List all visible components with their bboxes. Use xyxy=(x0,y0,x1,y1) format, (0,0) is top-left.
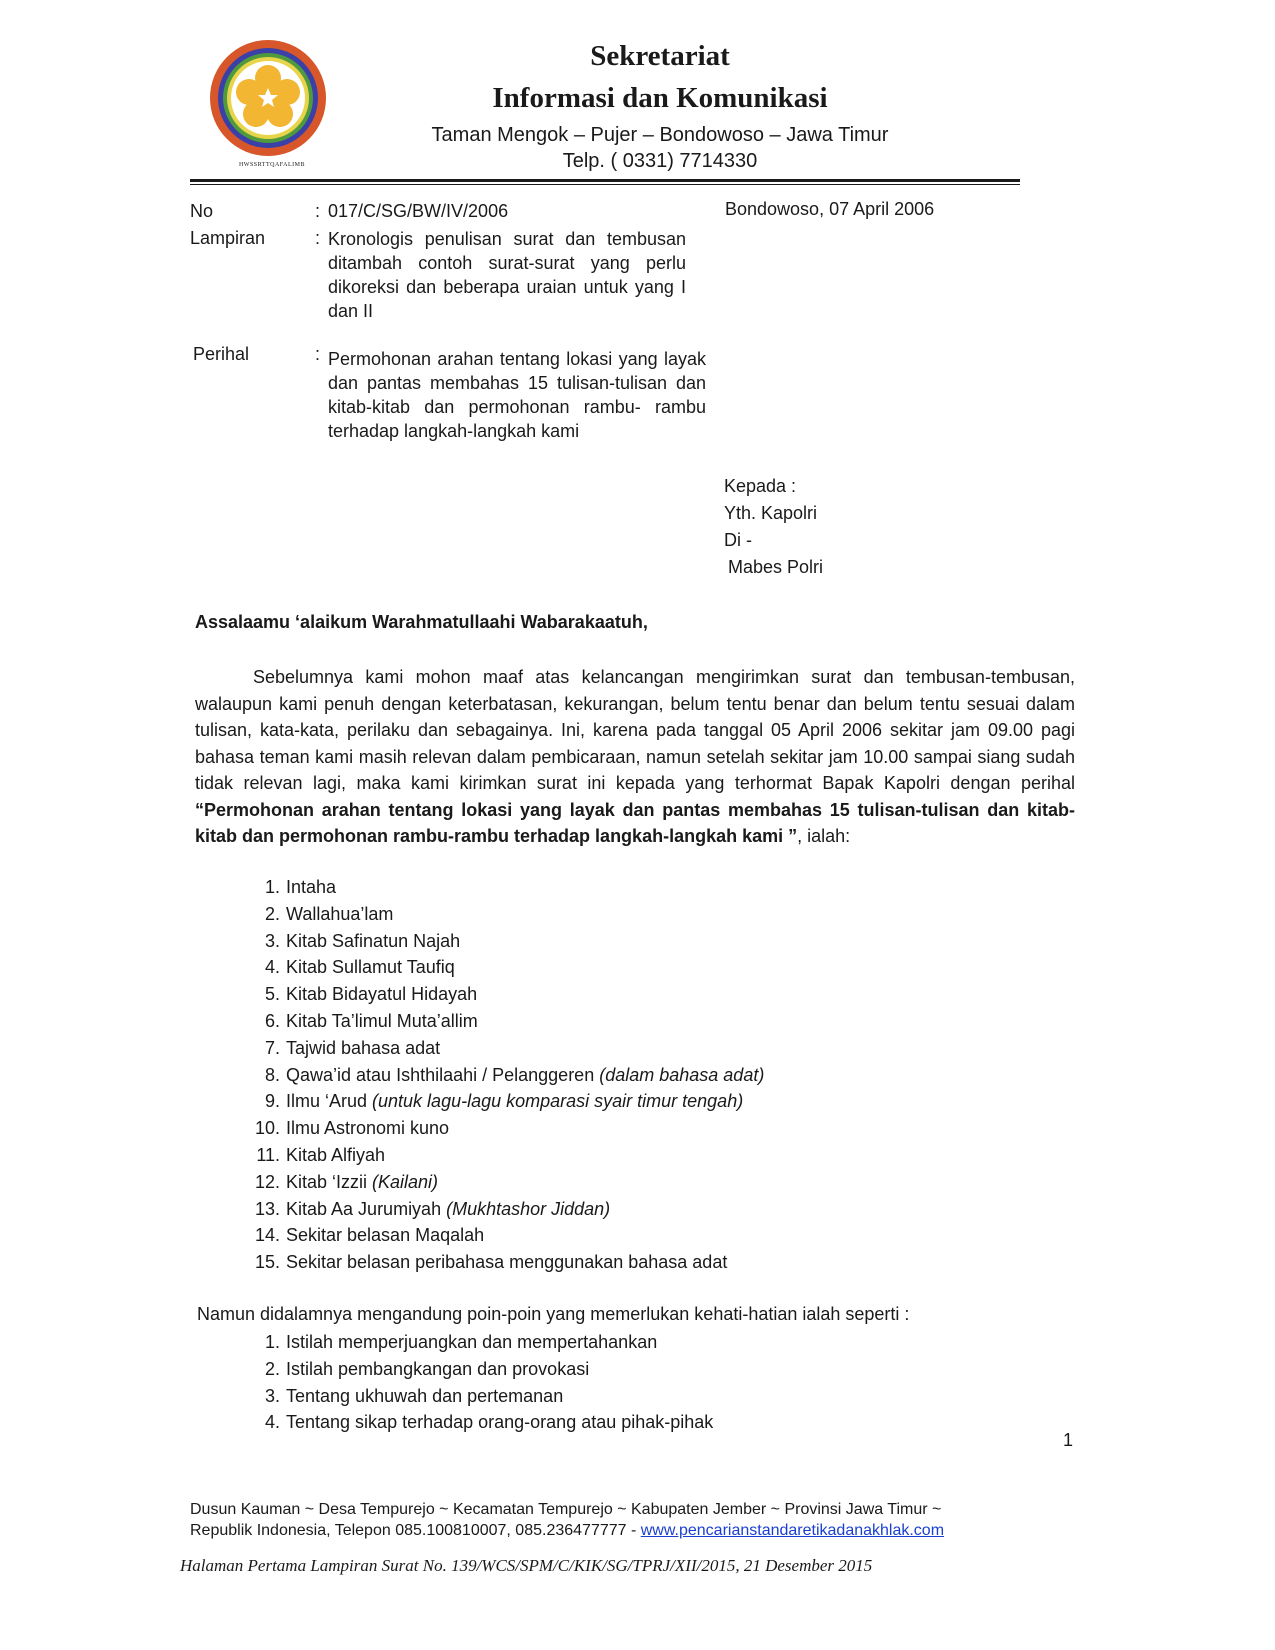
book-list-item-number: 1. xyxy=(264,877,280,897)
book-list-item-number: 6. xyxy=(264,1010,280,1031)
book-list-item-number: 11. xyxy=(256,1144,280,1165)
book-list-item xyxy=(250,1249,764,1276)
logo-caption: HWSSRTTQAFALIMB xyxy=(238,162,306,168)
body-text-part2: , ialah: xyxy=(797,826,851,846)
no-colon: : xyxy=(315,201,321,221)
book-list-item-text: Kitab Aa Jurumiyah xyxy=(286,1198,447,1219)
caution-list-item-number: 3. xyxy=(264,1385,280,1406)
book-list-item xyxy=(250,1008,764,1035)
book-list-item-number: 8. xyxy=(264,1064,280,1085)
footer-address-line1: Dusun Kauman ~ Desa Tempurejo ~ Kecamatan Tempurejo ~ Kabupaten Jember ~ Provinsi Jawa Timur ~ xyxy=(190,1501,942,1518)
book-list-item xyxy=(250,874,764,901)
letterhead-address: Taman Mengok – Pujer – Bondowoso – Jawa Timur xyxy=(431,124,889,146)
recipient-line2: Yth. Kapolri xyxy=(724,503,818,523)
perihal-colon: : xyxy=(315,344,321,364)
book-list-item-text: Kitab ‘Izzii xyxy=(286,1171,373,1192)
book-list-item xyxy=(250,1088,764,1115)
recipient-line4: Mabes Polri xyxy=(728,557,824,577)
book-list-item xyxy=(250,1142,764,1169)
caution-intro: Namun didalamnya mengandung poin-poin yang memerlukan kehati-hatian ialah seperti : xyxy=(197,1304,910,1324)
book-list-item-number: 14. xyxy=(254,1225,280,1246)
book-list-item-number: 7. xyxy=(264,1037,280,1058)
book-list-item-text: Wallahua’lam xyxy=(286,903,394,924)
caution-list-item xyxy=(250,1356,713,1383)
letterhead-title-line1: Sekretariat xyxy=(590,40,730,72)
no-label: No xyxy=(190,201,214,221)
book-list-item-number: 13. xyxy=(254,1198,280,1219)
footer-address-line2 xyxy=(190,1522,944,1540)
perihal-label: Perihal xyxy=(193,344,250,364)
letter-date: Bondowoso, 07 April 2006 xyxy=(725,199,935,219)
lampiran-label: Lampiran xyxy=(190,228,266,248)
book-list-item xyxy=(250,981,764,1008)
recipient-line3: Di - xyxy=(724,530,752,550)
letterhead-title-line2: Informasi dan Komunikasi xyxy=(492,82,828,114)
book-list-item-text: Sekitar belasan Maqalah xyxy=(286,1225,485,1246)
book-list-item-text: Kitab Bidayatul Hidayah xyxy=(286,984,478,1005)
footer-phone-text: Republik Indonesia, Telepon 085.100810007, 085.236477777 - xyxy=(190,1522,641,1539)
caution-list-item-number: 4. xyxy=(264,1412,280,1433)
caution-list-item-text: Istilah memperjuangkan dan mempertahankan xyxy=(286,1332,658,1352)
book-list-item-note: (dalam bahasa adat) xyxy=(599,1064,765,1085)
book-list-item-text: Kitab Sullamut Taufiq xyxy=(286,957,455,978)
caution-list-item-number: 2. xyxy=(264,1358,280,1379)
lampiran-colon: : xyxy=(315,228,321,248)
book-list xyxy=(250,874,764,1276)
letterhead-phone: Telp. ( 0331) 7714330 xyxy=(562,150,758,172)
caution-list-item xyxy=(250,1409,713,1436)
caution-list xyxy=(250,1329,713,1436)
header-rule-thick xyxy=(190,179,1020,182)
book-list-item xyxy=(250,1062,764,1089)
book-list-item-text: Kitab Ta’limul Muta’allim xyxy=(286,1010,478,1031)
recipient-line1: Kepada : xyxy=(724,476,797,496)
book-list-item xyxy=(250,1035,764,1062)
caution-list-item-text: Istilah pembangkangan dan provokasi xyxy=(286,1358,590,1379)
body-text-part1: Sebelumnya kami mohon maaf atas kelancangan mengirimkan surat dan tembusan-tembusan, walaupun kami penuh dengan keterbatasan, kekurangan, belum tentu benar dan belum tentu sesuai dalam tulisan, kata-kata, perilaku dan sebagainya. Ini, karena pada tanggal 05 April 2006 sekitar jam 09.00 pagi bahasa teman kami masih relevan dalam pembicaraan, namun setelah sekitar jam 10.00 sampai siang sudah tidak relevan lagi, maka kami kirimkan surat ini kepada yang terhormat Bapak Kapolri dengan perihal xyxy=(195,667,1075,793)
body-paragraph xyxy=(195,664,1075,850)
book-list-item-text: Sekitar belasan peribahasa menggunakan bahasa adat xyxy=(286,1252,728,1273)
book-list-item-note: (Mukhtashor Jiddan) xyxy=(446,1198,611,1219)
book-list-item-text: Tajwid bahasa adat xyxy=(286,1037,441,1058)
book-list-item xyxy=(250,1222,764,1249)
book-list-item-text: Ilmu ‘Arud xyxy=(286,1091,373,1112)
greeting: Assalaamu ‘alaikum Warahmatullaahi Wabarakaatuh, xyxy=(195,612,648,632)
book-list-item xyxy=(250,954,764,981)
book-list-item-text: Intaha xyxy=(286,877,337,897)
book-list-item-number: 15. xyxy=(254,1252,280,1273)
page-number: 1 xyxy=(1063,1430,1074,1450)
header-rule-thin xyxy=(190,184,1020,185)
book-list-item-text: Ilmu Astronomi kuno xyxy=(286,1118,450,1139)
book-list-item xyxy=(250,1196,764,1223)
body-text-bold: “Permohonan arahan tentang lokasi yang layak dan pantas membahas 15 tulisan-tulisan dan kitab-kitab dan permohonan rambu-rambu terhadap langkah-langkah kami ” xyxy=(195,799,1075,846)
book-list-item-number: 2. xyxy=(264,903,280,924)
book-list-item-text: Qawa’id atau Ishthilaahi / Pelanggeren xyxy=(286,1064,600,1085)
book-list-item-number: 3. xyxy=(264,930,280,951)
footer-website-link[interactable]: www.pencarianstandaretikadanakhlak.com xyxy=(640,1522,945,1539)
lampiran-value: Kronologis penulisan surat dan tembusan ditambah contoh surat-surat yang perlu dikoreksi dan beberapa uraian untuk yang I dan II xyxy=(328,229,686,321)
book-list-item xyxy=(250,1115,764,1142)
no-value: 017/C/SG/BW/IV/2006 xyxy=(328,201,509,221)
caution-list-item-text: Tentang ukhuwah dan pertemanan xyxy=(286,1385,564,1406)
book-list-item-text: Kitab Safinatun Najah xyxy=(286,930,461,951)
book-list-item-number: 5. xyxy=(264,984,280,1005)
book-list-item-note: (Kailani) xyxy=(372,1171,439,1192)
footer-attachment-note: Halaman Pertama Lampiran Surat No. 139/WCS/SPM/C/KIK/SG/TPRJ/XII/2015, 21 Desember 2015 xyxy=(180,1556,873,1575)
caution-list-item xyxy=(250,1383,713,1410)
recipient-block xyxy=(724,473,823,581)
caution-list-item-number: 1. xyxy=(264,1332,280,1352)
book-list-item xyxy=(250,901,764,928)
book-list-item xyxy=(250,928,764,955)
book-list-item-number: 12. xyxy=(254,1171,280,1192)
perihal-value: Permohonan arahan tentang lokasi yang layak dan pantas membahas 15 tulisan-tulisan dan kitab-kitab dan permohonan rambu- rambu terhadap langkah-langkah kami xyxy=(328,349,706,441)
organization-logo xyxy=(208,38,328,158)
book-list-item xyxy=(250,1169,764,1196)
book-list-item-number: 9. xyxy=(264,1091,280,1112)
book-list-item-text: Kitab Alfiyah xyxy=(286,1144,386,1165)
book-list-item-number: 10. xyxy=(254,1118,280,1139)
caution-list-item xyxy=(250,1329,713,1356)
book-list-item-number: 4. xyxy=(264,957,280,978)
book-list-item-note: (untuk lagu-lagu komparasi syair timur tengah) xyxy=(372,1091,744,1112)
caution-list-item-text: Tentang sikap terhadap orang-orang atau pihak-pihak xyxy=(286,1412,714,1433)
